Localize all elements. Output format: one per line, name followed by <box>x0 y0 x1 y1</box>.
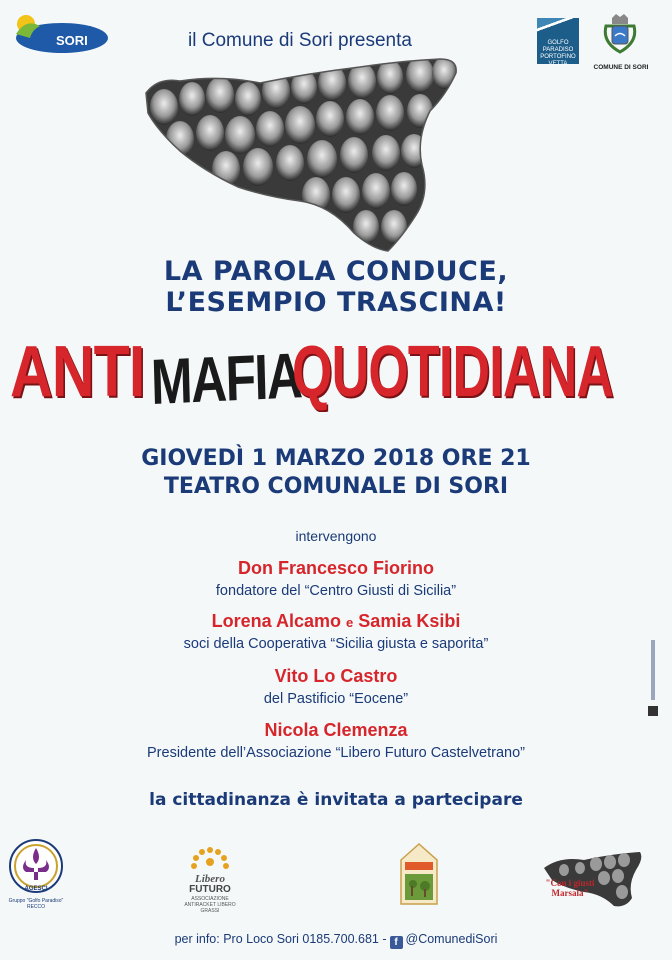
title-word-quotidiana: QUOTIDIANA <box>292 332 614 412</box>
presenta-text: il Comune di Sori presenta <box>188 30 412 51</box>
title-word-mafia: MAFIA <box>150 339 303 418</box>
speaker-name-3: Vito Lo Castro <box>274 666 398 686</box>
agesci-logo <box>8 838 64 898</box>
speaker-role-3: del Pastificio “Eocene” <box>263 691 409 707</box>
speaker-conjunction: e <box>346 615 354 630</box>
golfo-paradiso-logo <box>537 18 579 67</box>
agesci-text: AGESCI <box>24 886 48 892</box>
paradiso-text: PARADISO <box>542 47 574 53</box>
sori-text: SORI <box>56 33 88 48</box>
event-date: GIOVEDÌ 1 MARZO 2018 ORE 21 <box>141 446 531 471</box>
speaker-role-2: soci della Cooperativa “Sicilia giusta e saporita” <box>183 636 489 652</box>
sicilia-giusta-logo <box>395 840 443 908</box>
antimafia-quotidiana-title <box>0 325 672 425</box>
comune-di-sori-label: COMUNE DI SORI <box>593 64 649 71</box>
antiracket-text: ASSOCIAZIONE ANTIRACKET LIBERO GRASSI <box>184 896 236 914</box>
speaker-role-1: fondatore del “Centro Giusti di Sicilia” <box>215 583 457 599</box>
title-word-anti: ANTI <box>10 332 145 412</box>
facebook-icon: f <box>390 936 403 949</box>
speaker-name-2a: Lorena Alcamo <box>211 611 342 631</box>
sicily-faces-collage <box>140 55 460 255</box>
pro-loco-text: PRO LOCO <box>50 25 93 34</box>
con-i-giusti-text: "Con i giusti Marsala" <box>545 878 595 898</box>
futuro-text: FUTURO <box>189 884 231 895</box>
headline-line-2: L’ESEMPIO TRASCINA! <box>165 287 507 318</box>
headline-line-1: LA PAROLA CONDUCE, <box>163 256 509 287</box>
vetta-text: VETTA <box>548 61 568 67</box>
comune-crest-icon <box>598 12 642 56</box>
facebook-handle[interactable]: @ComunediSori <box>405 932 498 946</box>
portofino-text: PORTOFINO <box>540 54 576 60</box>
side-credit-mark <box>646 640 660 720</box>
invitation-text: la cittadinanza è invitata a partecipare <box>149 790 523 810</box>
golfo-text: GOLFO <box>547 40 569 46</box>
speaker-name-2b: Samia Ksibi <box>358 611 461 631</box>
speaker-name-4: Nicola Clemenza <box>264 720 408 740</box>
speakers-intro: intervengono <box>295 528 377 544</box>
libero-text: Libero <box>195 873 225 885</box>
info-line <box>0 932 672 949</box>
pro-loco-sori-logo <box>10 12 108 56</box>
info-contact: per info: Pro Loco Sori 0185.700.681 - <box>174 932 387 946</box>
speaker-name-1: Don Francesco Fiorino <box>237 558 435 578</box>
speaker-name-2 <box>0 611 672 632</box>
speaker-role-4: Presidente dell’Associazione “Libero Futuro Castelvetrano” <box>147 745 525 761</box>
agesci-group-label: Gruppo "Golfo Paradiso" RECCO <box>8 898 64 910</box>
event-venue: TEATRO COMUNALE DI SORI <box>163 474 509 499</box>
